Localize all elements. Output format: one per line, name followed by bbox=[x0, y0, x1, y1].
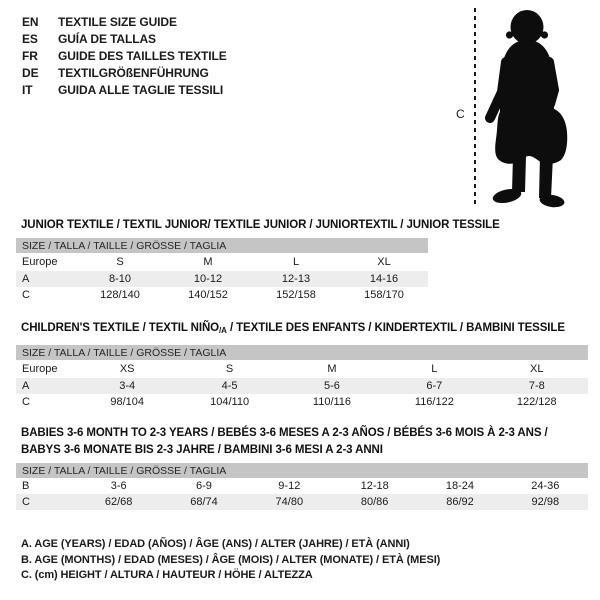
title-text: / TEXTILE DES ENFANTS / KINDERTEXTIL / BAMBINI TESSILE bbox=[226, 322, 565, 334]
value-cell: 74/80 bbox=[247, 494, 332, 510]
value-cell: 116/122 bbox=[414, 396, 454, 408]
children-section-title bbox=[21, 320, 565, 339]
children-size-table bbox=[16, 345, 588, 410]
value-cell: 12-18 bbox=[360, 480, 389, 492]
lang-code: FR bbox=[22, 49, 38, 63]
lang-row-en bbox=[22, 14, 227, 31]
value-cell: 122/128 bbox=[516, 396, 557, 408]
value-cell: 104/110 bbox=[210, 396, 250, 408]
value-cell: 7-8 bbox=[486, 378, 588, 394]
size-cell: M bbox=[203, 256, 213, 268]
table-row-age-months bbox=[16, 478, 588, 494]
size-cell: M bbox=[327, 363, 337, 375]
lang-title: GUÍA DE TALLAS bbox=[58, 32, 156, 46]
size-cell: XL bbox=[530, 363, 544, 375]
height-measure-label: C bbox=[456, 107, 465, 121]
value-cell: 152/158 bbox=[276, 289, 316, 301]
value-cell: 86/92 bbox=[417, 494, 502, 510]
row-label: A bbox=[16, 378, 76, 394]
table-row-height bbox=[16, 287, 428, 303]
junior-section-title bbox=[21, 217, 500, 234]
value-cell: 10-12 bbox=[164, 271, 252, 287]
lang-row-it bbox=[22, 82, 227, 99]
row-label: A bbox=[16, 271, 76, 287]
lang-title: GUIDE DES TAILLES TEXTILE bbox=[58, 49, 227, 63]
lang-code: DE bbox=[22, 66, 39, 80]
size-header-band bbox=[16, 238, 428, 253]
table-row-height bbox=[16, 394, 588, 410]
value-cell: 8-10 bbox=[76, 271, 164, 287]
sizes-row bbox=[16, 253, 428, 271]
babies-section-title bbox=[21, 425, 548, 459]
value-cell: 4-5 bbox=[178, 378, 280, 394]
size-cell: XL bbox=[377, 256, 391, 268]
value-cell: 68/74 bbox=[161, 494, 246, 510]
value-cell: 62/68 bbox=[76, 494, 161, 510]
value-cell: 24-36 bbox=[531, 480, 560, 492]
footnote-height: C. (cm) HEIGHT / ALTURA / HAUTEUR / HÖHE / ALTEZZA bbox=[21, 569, 313, 581]
table-row-age bbox=[16, 271, 428, 287]
size-header-band bbox=[16, 345, 588, 360]
title-text-line2: BABYS 3-6 MONATE BIS 2-3 JAHRE / BAMBINI 3-6 MESI A 2-3 ANNI bbox=[21, 444, 383, 456]
size-cell: L bbox=[431, 363, 438, 375]
value-cell: 14-16 bbox=[340, 271, 428, 287]
lang-title: TEXTILGRÖßENFÜHRUNG bbox=[58, 66, 209, 80]
size-cell: S bbox=[116, 256, 124, 268]
row-label: C bbox=[22, 289, 30, 301]
size-header-band bbox=[16, 463, 588, 478]
table-row-age bbox=[16, 378, 588, 394]
value-cell: 158/170 bbox=[364, 289, 404, 301]
lang-row-es bbox=[22, 31, 227, 48]
footnote-age-months: B. AGE (MONTHS) / EDAD (MESES) / ÂGE (MOIS) / ALTER (MONATE) / ETÀ (MESI) bbox=[21, 553, 441, 566]
value-cell: 140/152 bbox=[188, 289, 228, 301]
junior-size-table bbox=[16, 238, 428, 303]
lang-row-fr bbox=[22, 48, 227, 65]
region-label: Europe bbox=[22, 363, 58, 375]
lang-title: GUIDA ALLE TAGLIE TESSILI bbox=[58, 83, 224, 97]
value-cell: 80/86 bbox=[332, 494, 417, 510]
size-cell: XS bbox=[119, 363, 135, 375]
size-cell: L bbox=[292, 256, 300, 268]
value-cell: 110/116 bbox=[312, 396, 352, 408]
lang-title: TEXTILE SIZE GUIDE bbox=[58, 15, 177, 29]
value-cell: 6-9 bbox=[196, 480, 212, 492]
language-header bbox=[22, 14, 227, 99]
row-label: C bbox=[22, 396, 30, 408]
lang-row-de bbox=[22, 65, 227, 82]
sizes-row bbox=[16, 360, 588, 378]
babies-size-table bbox=[16, 463, 588, 510]
value-cell: 3-4 bbox=[76, 378, 178, 394]
footnote-age-years: A. AGE (YEARS) / EDAD (AÑOS) / ÂGE (ANS) / ALTER (JAHRE) / ETÀ (ANNI) bbox=[21, 538, 410, 550]
title-text: JUNIOR TEXTILE / TEXTIL JUNIOR/ TEXTILE JUNIOR / JUNIORTEXTIL / JUNIOR TESSILE bbox=[21, 219, 500, 231]
table-row-height bbox=[16, 494, 588, 510]
size-cell: S bbox=[225, 363, 234, 375]
value-cell: 12-13 bbox=[252, 271, 340, 287]
toddler-silhouette-image bbox=[482, 8, 592, 208]
value-cell: 6-7 bbox=[383, 378, 485, 394]
row-label: B bbox=[22, 480, 30, 492]
size-header-text: SIZE / TALLA / TAILLE / GRÖSSE / TAGLIA bbox=[16, 463, 588, 478]
lang-code: IT bbox=[22, 83, 33, 97]
lang-code: ES bbox=[22, 32, 38, 46]
height-measure-dashed-line bbox=[474, 8, 476, 207]
lang-code: EN bbox=[22, 15, 39, 29]
value-cell: 128/140 bbox=[100, 289, 140, 301]
value-cell: 92/98 bbox=[503, 494, 588, 510]
value-cell: 98/104 bbox=[110, 396, 145, 408]
title-subscript: /A bbox=[219, 326, 227, 335]
title-text-line1: BABIES 3-6 MONTH TO 2-3 YEARS / BEBÉS 3-6 MESES A 2-3 AÑOS / BÉBÉS 3-6 MOIS À 2-3 ANS / bbox=[21, 427, 548, 439]
value-cell: 5-6 bbox=[281, 378, 383, 394]
row-label: C bbox=[16, 494, 76, 510]
region-label: Europe bbox=[22, 256, 58, 268]
title-text: CHILDREN'S TEXTILE / TEXTIL NIÑO bbox=[21, 322, 220, 334]
size-header-text: SIZE / TALLA / TAILLE / GRÖSSE / TAGLIA bbox=[16, 238, 428, 253]
value-cell: 3-6 bbox=[110, 480, 127, 492]
footnotes-block bbox=[21, 537, 440, 584]
value-cell: 18-24 bbox=[445, 480, 475, 492]
size-header-text: SIZE / TALLA / TAILLE / GRÖSSE / TAGLIA bbox=[16, 345, 588, 360]
value-cell: 9-12 bbox=[278, 480, 301, 492]
